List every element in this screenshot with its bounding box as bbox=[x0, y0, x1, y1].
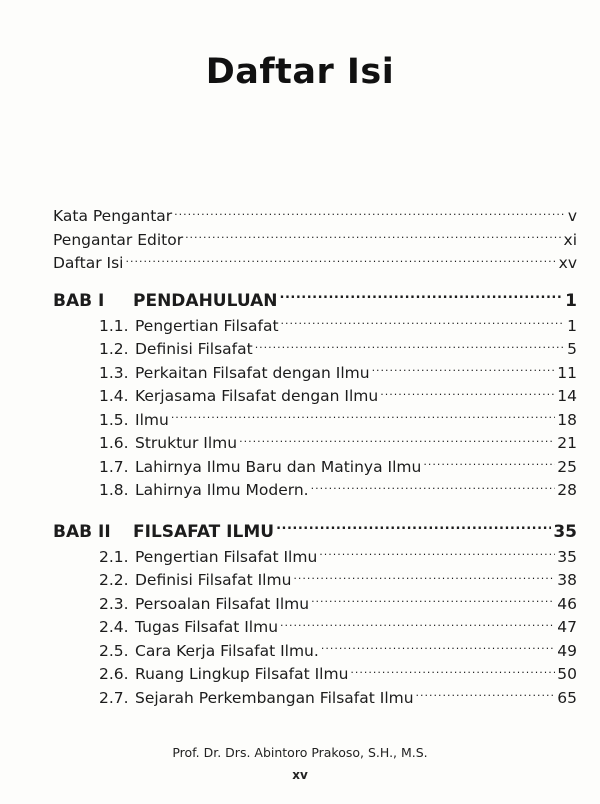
section-number: 2.3. bbox=[99, 594, 129, 613]
dot-leader bbox=[321, 640, 555, 656]
toc-entry-page: v bbox=[567, 207, 577, 225]
chapter-2 bbox=[53, 519, 577, 711]
section-label: Pengertian Filsafat Ilmu bbox=[135, 547, 318, 566]
toc-entry-page: xv bbox=[558, 254, 577, 272]
author-footer: Prof. Dr. Drs. Abintoro Prakoso, S.H., M.S. bbox=[172, 745, 428, 760]
section-page: 47 bbox=[557, 618, 577, 636]
dot-leader bbox=[280, 289, 564, 306]
section-label: Ruang Lingkup Filsafat Ilmu bbox=[135, 665, 349, 683]
dot-leader bbox=[380, 386, 555, 402]
section-number: 1.7. bbox=[99, 457, 129, 476]
section-number: 2.5. bbox=[99, 641, 129, 660]
section-label: Kerjasama Filsafat dengan Ilmu bbox=[135, 387, 379, 405]
dot-leader bbox=[281, 315, 566, 331]
section-entry[interactable] bbox=[53, 569, 577, 593]
chapter-heading[interactable] bbox=[53, 288, 577, 315]
section-label: Definisi Filsafat Ilmu bbox=[135, 571, 292, 589]
page-number: xv bbox=[292, 768, 308, 782]
chapter-heading[interactable] bbox=[53, 519, 577, 546]
section-entry[interactable] bbox=[53, 362, 577, 386]
section-number: 2.1. bbox=[99, 547, 129, 566]
section-label: Cara Kerja Filsafat Ilmu. bbox=[135, 641, 319, 660]
dot-leader bbox=[293, 570, 555, 586]
section-entry[interactable] bbox=[53, 315, 577, 339]
chapter-title: FILSAFAT ILMU bbox=[133, 521, 275, 542]
chapter-number: BAB I bbox=[53, 290, 105, 311]
section-entry[interactable] bbox=[53, 546, 577, 570]
toc-entry-page: xi bbox=[563, 230, 577, 249]
section-label: Lahirnya Ilmu Baru dan Matinya Ilmu bbox=[135, 457, 422, 476]
section-label: Struktur Ilmu bbox=[135, 434, 238, 452]
section-entry[interactable] bbox=[53, 616, 577, 640]
toc-entry-label: Daftar Isi bbox=[53, 254, 124, 272]
dot-leader bbox=[280, 617, 555, 633]
toc-entry[interactable] bbox=[53, 229, 577, 253]
dot-leader bbox=[350, 664, 555, 680]
dot-leader bbox=[311, 480, 556, 496]
section-page: 21 bbox=[557, 434, 577, 452]
section-entry[interactable] bbox=[53, 593, 577, 617]
section-number: 1.1. bbox=[99, 316, 129, 335]
section-label: Perkaitan Filsafat dengan Ilmu bbox=[135, 363, 370, 382]
section-entry[interactable] bbox=[53, 456, 577, 480]
dot-leader bbox=[174, 206, 566, 222]
page-title: Daftar Isi bbox=[205, 52, 395, 92]
toc-entry-label: Kata Pengantar bbox=[53, 207, 173, 225]
section-entry[interactable] bbox=[53, 640, 577, 664]
section-page: 5 bbox=[567, 340, 577, 358]
section-page: 14 bbox=[557, 387, 577, 405]
section-label: Lahirnya Ilmu Modern. bbox=[135, 481, 309, 499]
section-label: Tugas Filsafat Ilmu bbox=[135, 618, 279, 636]
section-number: 1.6. bbox=[99, 434, 129, 452]
section-entry[interactable] bbox=[53, 385, 577, 409]
section-number: 1.2. bbox=[99, 340, 129, 358]
chapter-1 bbox=[53, 288, 577, 503]
section-page: 18 bbox=[557, 410, 577, 429]
section-page: 49 bbox=[557, 641, 577, 660]
section-label: Persoalan Filsafat Ilmu bbox=[135, 594, 310, 613]
section-label: Ilmu bbox=[135, 410, 169, 429]
chapter-title: PENDAHULUAN bbox=[133, 290, 278, 311]
section-page: 1 bbox=[567, 316, 577, 335]
section-page: 11 bbox=[557, 363, 577, 382]
section-page: 35 bbox=[557, 547, 577, 566]
section-entry[interactable] bbox=[53, 338, 577, 362]
chapter-page: 35 bbox=[553, 521, 577, 542]
section-number: 2.7. bbox=[99, 688, 129, 707]
section-label: Sejarah Perkembangan Filsafat Ilmu bbox=[135, 688, 414, 707]
section-entry[interactable] bbox=[53, 687, 577, 711]
chapter-number: BAB II bbox=[53, 521, 111, 542]
dot-leader bbox=[416, 687, 556, 703]
toc-entry-label: Pengantar Editor bbox=[53, 230, 184, 249]
section-page: 28 bbox=[557, 481, 577, 499]
section-entry[interactable] bbox=[53, 663, 577, 687]
section-number: 1.8. bbox=[99, 481, 129, 499]
dot-leader bbox=[311, 593, 555, 609]
table-of-contents bbox=[53, 205, 577, 710]
dot-leader bbox=[372, 362, 556, 378]
section-page: 25 bbox=[557, 457, 577, 476]
toc-entry[interactable] bbox=[53, 205, 577, 229]
dot-leader bbox=[125, 253, 556, 269]
section-page: 50 bbox=[557, 665, 577, 683]
section-page: 46 bbox=[557, 594, 577, 613]
section-number: 2.4. bbox=[99, 618, 129, 636]
section-number: 1.5. bbox=[99, 410, 129, 429]
chapter-page: 1 bbox=[565, 290, 577, 311]
dot-leader bbox=[239, 433, 555, 449]
section-label: Pengertian Filsafat bbox=[135, 316, 279, 335]
section-page: 38 bbox=[557, 571, 577, 589]
dot-leader bbox=[319, 546, 555, 562]
section-entry[interactable] bbox=[53, 409, 577, 433]
section-number: 2.6. bbox=[99, 665, 129, 683]
dot-leader bbox=[185, 229, 561, 245]
section-entry[interactable] bbox=[53, 479, 577, 503]
section-number: 2.2. bbox=[99, 571, 129, 589]
dot-leader bbox=[171, 409, 555, 425]
dot-leader bbox=[276, 520, 551, 537]
section-number: 1.3. bbox=[99, 363, 129, 382]
section-entry[interactable] bbox=[53, 432, 577, 456]
section-number: 1.4. bbox=[99, 387, 129, 405]
dot-leader bbox=[423, 456, 555, 472]
front-matter bbox=[53, 205, 577, 276]
dot-leader bbox=[255, 339, 565, 355]
toc-entry[interactable] bbox=[53, 252, 577, 276]
section-page: 65 bbox=[557, 688, 577, 707]
section-label: Definisi Filsafat bbox=[135, 340, 253, 358]
